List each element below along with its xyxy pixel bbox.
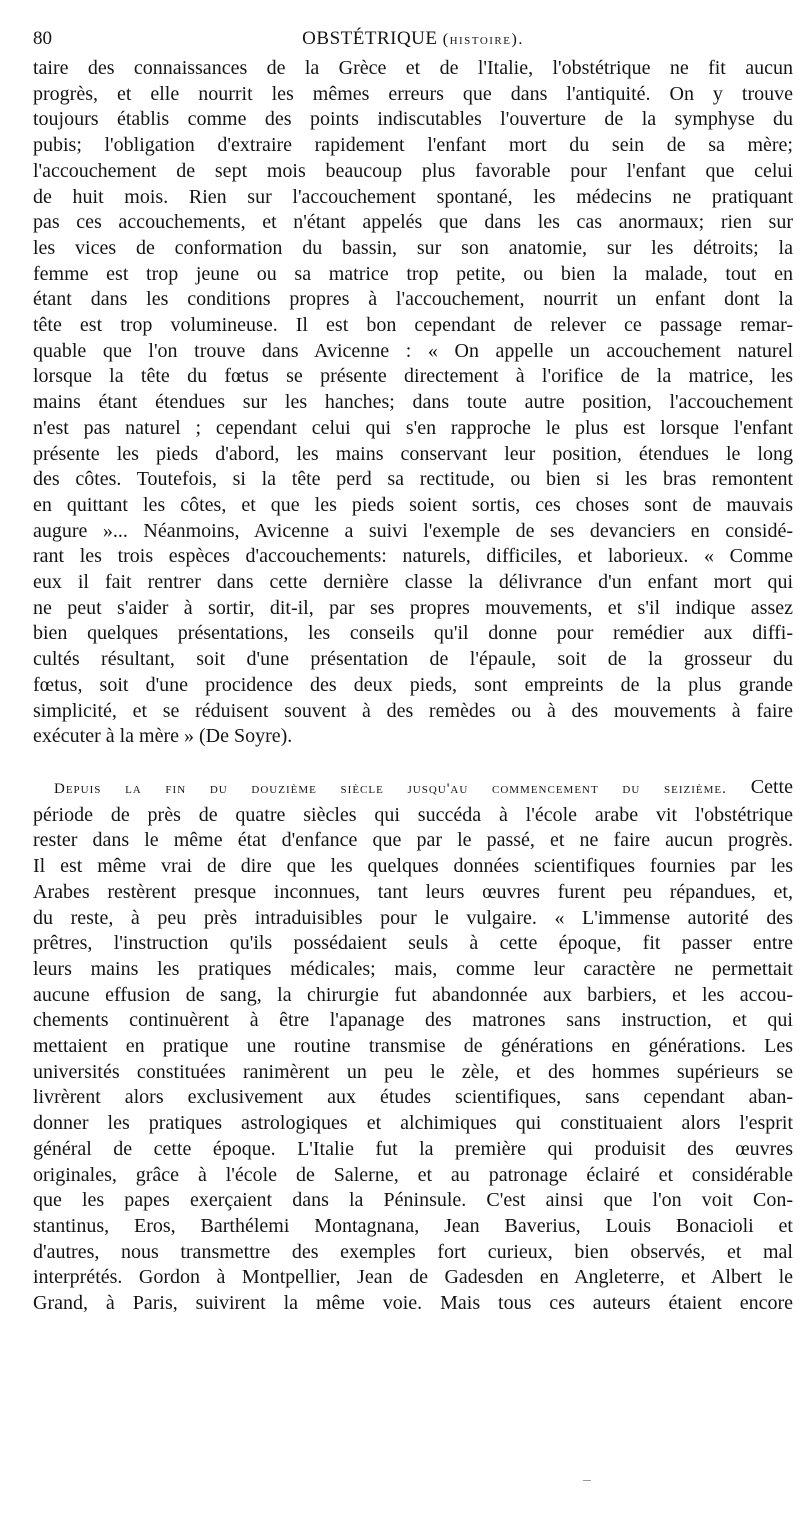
paragraph-line: augure »... Néanmoins, Avicenne a suivi l'exemple de ses devanciers en considé- bbox=[33, 519, 793, 542]
running-title-main: OBSTÉTRIQUE bbox=[302, 28, 438, 49]
paragraph-line: chements continuèrent à être l'apanage des matrones sans instruction, et qui bbox=[33, 1009, 793, 1032]
paragraph-line: prêtres, l'instruction qu'ils possédaient seuls à cette époque, fit passer entre bbox=[33, 932, 793, 955]
section-gap bbox=[33, 750, 793, 775]
paragraph-2 bbox=[33, 775, 793, 1317]
running-title-sub: (histoire). bbox=[442, 31, 524, 48]
paragraph-line: aucune effusion de sang, la chirurgie fut abandonnée aux barbiers, et les accou- bbox=[33, 983, 793, 1006]
paragraph-line: originales, grâce à l'école de Salerne, et au patronage éclairé et considérable bbox=[33, 1163, 793, 1186]
paragraph-line: Il est même vrai de dire que les quelques données scientifiques fournies par les bbox=[33, 855, 793, 878]
paragraph-line: général de cette époque. L'Italie fut la première qui produisit des œuvres bbox=[33, 1137, 793, 1160]
paragraph-line: mettaient en pratique une routine transmise de générations en générations. Les bbox=[33, 1035, 793, 1058]
paragraph-line: exécuter à la mère » (De Soyre). bbox=[33, 725, 293, 748]
paragraph-line: tête est trop volumineuse. Il est bon cependant de relever ce passage remar- bbox=[33, 314, 793, 337]
paragraph-line: présente les pieds d'abord, les mains conservant leur position, étendues le long bbox=[33, 442, 793, 465]
paragraph-line: eux il fait rentrer dans cette dernière classe la délivrance d'un enfant mort qui bbox=[33, 571, 793, 594]
book-page bbox=[33, 22, 793, 1317]
section-first-line-text: Cette bbox=[750, 775, 793, 798]
paragraph-line: stantinus, Eros, Barthélemi Montagnana, Jean Baverius, Louis Bonacioli et bbox=[33, 1214, 793, 1237]
paragraph-1 bbox=[33, 56, 793, 750]
paragraph-line: leurs mains les pratiques médicales; mais, comme leur caractère ne permettait bbox=[33, 957, 793, 980]
paragraph-line: pas ces accouchements, et n'étant appelés que dans les cas anormaux; rien sur bbox=[33, 211, 793, 234]
paragraph-line: simplicité, et se réduisent souvent à des remèdes ou à des mouvements à faire bbox=[33, 699, 793, 722]
paragraph-line: pubis; l'obligation d'extraire rapidement l'enfant mort du sein de sa mère; bbox=[33, 134, 793, 157]
paragraph-line: quable que l'on trouve dans Avicenne : « On appelle un accouchement naturel bbox=[33, 339, 793, 362]
paragraph-line: étant dans les conditions propres à l'accouchement, nourrit un enfant dont la bbox=[33, 288, 793, 311]
paragraph-line: taire des connaissances de la Grèce et de l'Italie, l'obstétrique ne fit aucun bbox=[33, 57, 793, 79]
page-number: 80 bbox=[33, 28, 52, 49]
paragraph-line: interprétés. Gordon à Montpellier, Jean de Gadesden en Angleterre, et Albert le bbox=[33, 1266, 793, 1289]
paragraph-line: Grand, à Paris, suivirent la même voie. Mais tous ces auteurs étaient encore bbox=[33, 1292, 793, 1315]
paragraph-line: femme est trop jeune ou sa matrice trop petite, ou bien la malade, tout en bbox=[33, 262, 793, 285]
paragraph-line: rant les trois espèces d'accouchements: naturels, difficiles, et laborieux. « Comme bbox=[33, 545, 793, 568]
running-title bbox=[33, 22, 793, 57]
paragraph-line: cultés résultant, soit d'une présentation de l'épaule, soit de la grosseur du bbox=[33, 648, 793, 671]
running-head bbox=[33, 22, 793, 56]
paragraph-line: du reste, à peu près intraduisibles pour le vulgaire. « L'immense autorité des bbox=[33, 906, 793, 929]
paragraph-line: en quittant les côtes, et que les pieds soient sortis, ces choses sont de mauvais bbox=[33, 493, 793, 516]
section-heading: Depuis la fin du douzième siècle jusqu'au commencement du seizième. bbox=[54, 780, 727, 797]
paragraph-line: bien quelques présentations, les conseils qu'il donne pour remédier aux diffi- bbox=[33, 622, 793, 645]
paragraph-line: d'autres, nous transmettre des exemples fort curieux, bien observés, et mal bbox=[33, 1240, 793, 1263]
paragraph-line: progrès, et elle nourrit les mêmes erreurs que dans l'antiquité. On y trouve bbox=[33, 82, 793, 105]
paragraph-line: période de près de quatre siècles qui succéda à l'école arabe vit l'obstétrique bbox=[33, 803, 793, 826]
paragraph-line: universités constituées ranimèrent un peu le zèle, et des hommes supérieurs se bbox=[33, 1060, 793, 1083]
section-first-line bbox=[33, 775, 793, 803]
paragraph-line: lorsque la tête du fœtus se présente directement à l'orifice de la matrice, les bbox=[33, 365, 793, 388]
paragraph-line: toujours établis comme des points indiscutables l'ouverture de la symphyse du bbox=[33, 108, 793, 131]
paragraph-line: que les papes exerçaient dans la Péninsule. C'est ainsi que l'on voit Con- bbox=[33, 1189, 793, 1212]
paragraph-line: des côtes. Toutefois, si la tête perd sa rectitude, ou bien si les bras remontent bbox=[33, 468, 793, 491]
paragraph-line: fœtus, soit d'une procidence des deux pieds, sont empreints de la plus grande bbox=[33, 673, 793, 696]
paragraph-line: les vices de conformation du bassin, sur son anatomie, sur les détroits; la bbox=[33, 236, 793, 259]
paragraph-line: n'est pas naturel ; cependant celui qui s'en rapproche le plus est lorsque l'enfant bbox=[33, 416, 793, 439]
paragraph-line: mains étant étendues sur les hanches; dans toute autre position, l'accouchement bbox=[33, 391, 793, 414]
paragraph-line: rester dans le même état d'enfance que par le passé, et ne faire aucun progrès. bbox=[33, 829, 793, 852]
page-speck bbox=[583, 1480, 591, 1481]
paragraph-line: de huit mois. Rien sur l'accouchement spontané, les médecins ne pratiquant bbox=[33, 185, 793, 208]
paragraph-line: ne peut s'aider à sortir, dit-il, par ses propres mouvements, et s'il indique assez bbox=[33, 596, 793, 619]
paragraph-line: livrèrent alors exclusivement aux études scientifiques, sans cependant aban- bbox=[33, 1086, 793, 1109]
paragraph-line: donner les pratiques astrologiques et alchimiques qui constituaient alors l'esprit bbox=[33, 1112, 793, 1135]
paragraph-line: l'accouchement de sept mois beaucoup plus favorable pour l'enfant que celui bbox=[33, 159, 793, 182]
paragraph-line: Arabes restèrent presque inconnues, tant leurs œuvres furent peu répandues, et, bbox=[33, 880, 793, 903]
